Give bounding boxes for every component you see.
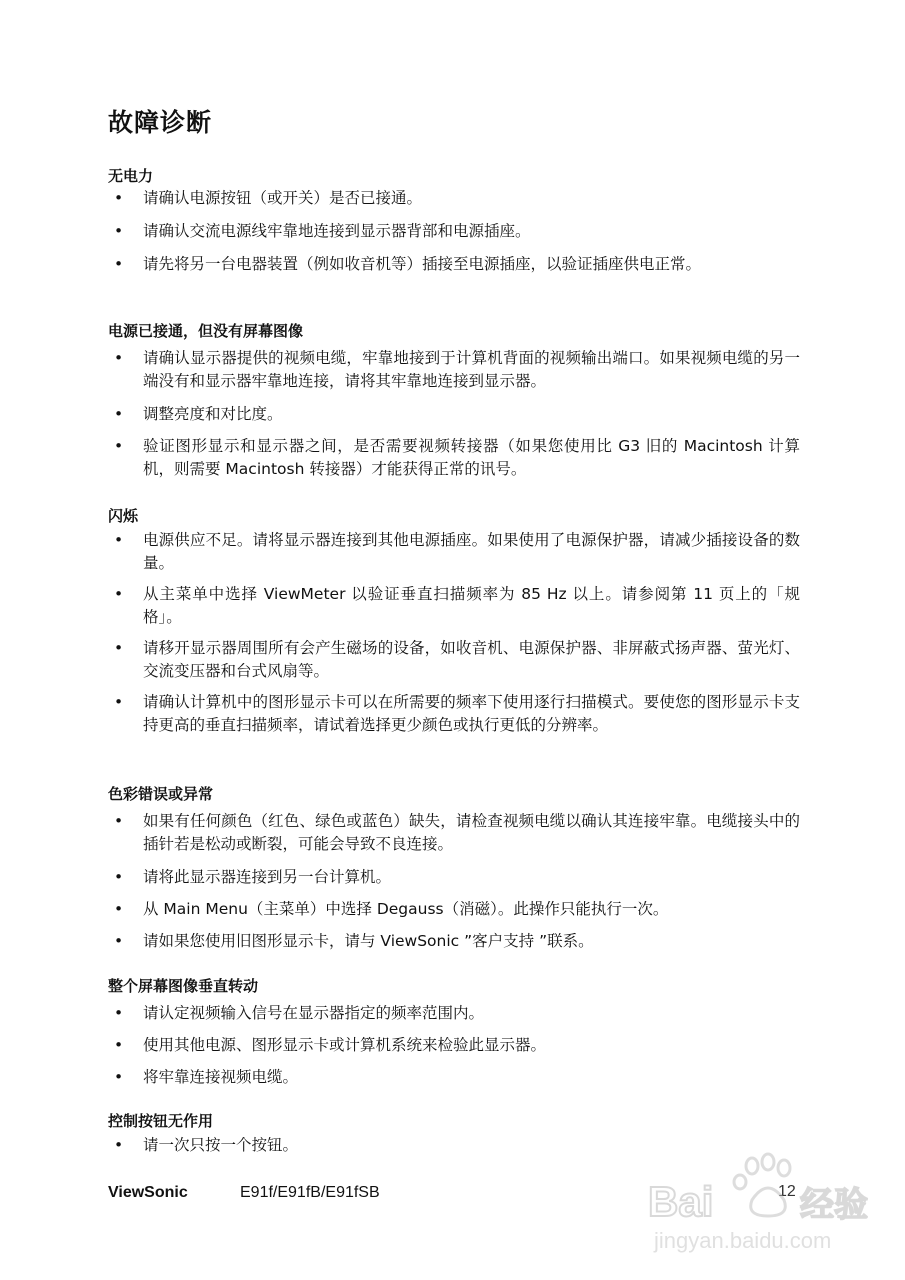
list-item-text: 请移开显示器周围所有会产生磁场的设备，如收音机、电源保护器、非屏蔽式扬声器、萤光灯、交流变压器和台式风扇等。 [143,639,800,680]
list-item-text: 请确认计算机中的图形显示卡可以在所需要的频率下使用逐行扫描模式。要使您的图形显示卡支持更高的垂直扫描频率，请试着选择更少颜色或执行更低的分辨率。 [143,693,800,734]
section-heading-no-image: 电源已接通，但没有屏幕图像 [108,322,304,340]
bullet-icon: • [114,1036,124,1054]
list-item-text: 请如果您使用旧图形显示卡，请与 ViewSonic ”客户支持 ”联系。 [143,932,594,950]
svg-text:jingyan.baidu.com: jingyan.baidu.com [654,1228,832,1253]
bullet-icon: • [114,189,124,207]
list-item [108,220,800,243]
bullet-icon: • [114,437,124,455]
list-item-text: 请先将另一台电器装置（例如收音机等）插接至电源插座，以验证插座供电正常。 [143,255,702,273]
bullet-icon: • [114,1004,124,1022]
list-item-text: 请确认交流电源线牢靠地连接到显示器背部和电源插座。 [143,222,531,240]
bullet-icon: • [114,585,124,603]
bullet-icon: • [114,932,124,950]
list-item-text: 使用其他电源、图形显示卡或计算机系统来检验此显示器。 [143,1036,547,1054]
list-item [108,1066,800,1089]
bullet-icon: • [114,812,124,830]
list-item [108,1034,800,1057]
bullet-icon: • [114,405,124,423]
list-item-text: 从主菜单中选择 ViewMeter 以验证垂直扫描频率为 85 Hz 以上。请参阅第 11 页上的「规格」。 [143,585,800,626]
footer-brand: ViewSonic [108,1184,188,1201]
section-heading-flicker: 闪烁 [108,507,139,525]
list-item [108,866,800,889]
list-item [108,253,800,276]
section-heading-controls-inactive: 控制按钮无作用 [108,1112,214,1130]
list-item-text: 请一次只按一个按钮。 [143,1136,299,1154]
baidu-jingyan-watermark-logo [640,1150,880,1260]
bullet-icon: • [114,900,124,918]
svg-text:Bai: Bai [648,1178,714,1225]
bullet-icon: • [114,222,124,240]
list-item [108,810,800,856]
bullet-icon: • [114,531,124,549]
page-title: 故障诊断 [108,108,213,137]
list-item [108,187,800,210]
section-heading-color-errors: 色彩错误或异常 [108,785,214,803]
svg-text:经验: 经验 [800,1185,868,1225]
list-item-text: 如果有任何颜色（红色、绿色或蓝色）缺失，请检查视频电缆以确认其连接牢靠。电缆接头中的插针若是松动或断裂，可能会导致不良连接。 [143,812,800,853]
list-item-text: 请将此显示器连接到另一台计算机。 [143,868,392,886]
list-item-text: 从 Main Menu（主菜单）中选择 Degauss（消磁）。此操作只能执行一次。 [143,900,669,918]
bullet-icon: • [114,1068,124,1086]
bullet-icon: • [114,1136,124,1154]
list-item-text: 请确认显示器提供的视频电缆，牢靠地接到于计算机背面的视频输出端口。如果视频电缆的另一端没有和显示器牢靠地连接，请将其牢靠地连接到显示器。 [143,349,800,390]
list-item-text: 调整亮度和对比度。 [143,405,283,423]
list-item [108,930,800,953]
list-item [108,435,800,481]
list-item-text: 验证图形显示和显示器之间，是否需要视频转接器（如果您使用比 G3 旧的 Macintosh 计算机，则需要 Macintosh 转接器）才能获得正常的讯号。 [143,437,800,478]
bullet-icon: • [114,639,124,657]
list-item-text: 请认定视频输入信号在显示器指定的频率范围内。 [143,1004,485,1022]
list-item [108,637,800,683]
section-heading-no-power: 无电力 [108,167,154,185]
list-item [108,529,800,575]
list-item [108,347,800,393]
list-item [108,691,800,737]
list-item-text: 将牢靠连接视频电缆。 [143,1068,299,1086]
list-item [108,898,800,921]
bullet-icon: • [114,693,124,711]
list-item-text: 电源供应不足。请将显示器连接到其他电源插座。如果使用了电源保护器，请减少插接设备的数量。 [143,531,800,572]
bullet-icon: • [114,868,124,886]
list-item [108,403,800,426]
list-item-text: 请确认电源按钮（或开关）是否已接通。 [143,189,423,207]
list-item [108,1002,800,1025]
list-item [108,583,800,629]
page-number: 12 [778,1183,796,1200]
bullet-icon: • [114,349,124,367]
bullet-icon: • [114,255,124,273]
section-heading-vertical-roll: 整个屏幕图像垂直转动 [108,977,259,995]
footer-model: E91f/E91fB/E91fSB [240,1184,380,1201]
